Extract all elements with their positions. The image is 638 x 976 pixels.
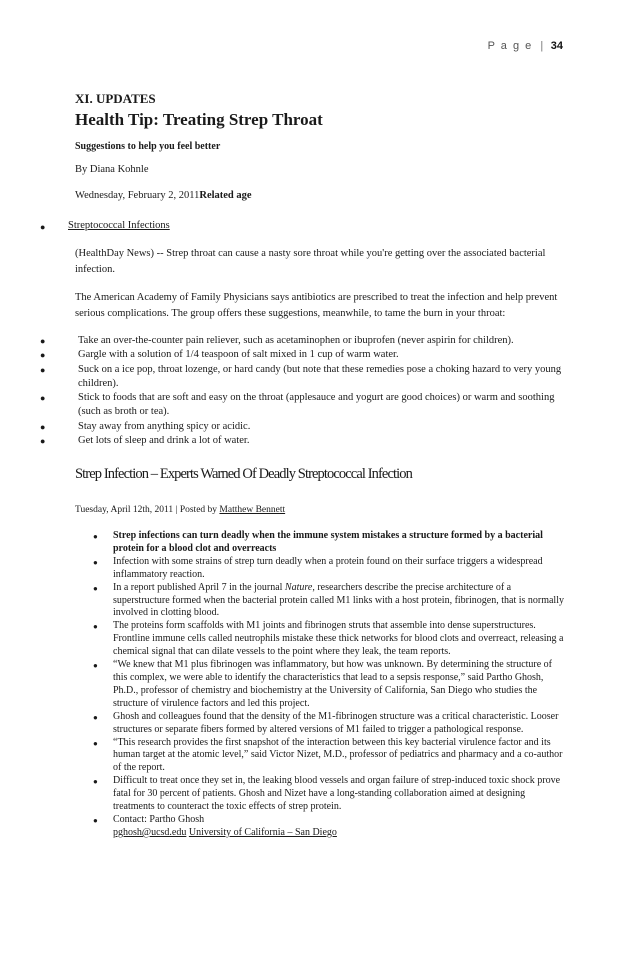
bullet-icon: ● — [93, 661, 98, 671]
related-link[interactable]: Streptococcal Infections — [68, 220, 170, 231]
contact-label: Contact: Partho Ghosh — [113, 813, 205, 825]
bullet-icon: ● — [40, 436, 46, 447]
list-item-text: Suck on a ice pop, throat lozenge, or hard candy (but note that these remedies pose a choking hazard to very young children). — [78, 363, 562, 389]
list-item-text: Stick to foods that are soft and easy on the throat (applesauce and yogurt are good choices) or warm and soothing (such as broth or tea). — [78, 392, 555, 418]
bullet-icon: ● — [40, 421, 46, 432]
bullet-icon: ● — [93, 777, 98, 787]
dateline — [75, 190, 252, 201]
list-item — [93, 659, 568, 711]
bullet-icon: ● — [93, 712, 98, 722]
page-separator: | — [540, 40, 544, 52]
article-title: Strep Infection – Experts Warned Of Deadly Streptococcal Infection — [75, 466, 412, 482]
tips-list — [40, 334, 570, 448]
paragraph: The American Academy of Family Physicians says antibiotics are prescribed to treat the infection and help prevent serious complications. The group offers these suggestions, meanwhile, to tame the burn in your throat: — [75, 292, 558, 319]
bullet-icon: ● — [40, 393, 46, 404]
list-item-text: “This research provides the first snapshot of the interaction between this key bacterial virulence factor and its human target at the atomic level,” said Victor Nizet, M.D., professor of pediatrics and pharmacy and a co-author of the report. — [113, 736, 563, 774]
list-item-text: Get lots of sleep and drink a lot of water. — [78, 435, 250, 447]
list-item-text: “We knew that M1 plus fibrinogen was inflammatory, but how was unknown. By determining the structure of this complex, we were able to identify the characteristics that lead to a sepsis response,” said Partho Ghosh, Ph.D., professor of chemistry and biochemistry at the University of California, San Diego who studies the structure of virulence factors and led this project. — [113, 659, 553, 709]
bullet-icon: ● — [93, 815, 98, 825]
list-item — [93, 711, 568, 737]
list-item — [93, 737, 568, 776]
list-item — [40, 434, 570, 448]
page-label: P a g e — [487, 40, 533, 52]
paragraph: (HealthDay News) -- Strep throat can cause a nasty sore throat while you're getting over the associated bacterial infection. — [75, 248, 546, 275]
bullet-icon: ● — [93, 738, 98, 748]
list-item-text: Difficult to treat once they set in, the leaking blood vessels and organ failure of strep-induced toxic shock prove fatal for 30 percent of patients. Ghosh and Nizet have a long-standing collaboration aimed at designing treatments to counteract the toxic effects of strep protein. — [113, 775, 561, 813]
list-item-text — [113, 582, 568, 621]
list-item-text: Ghosh and colleagues found that the density of the M1-fibrinogen structure was a critical characteristic. Looser structures or separate fibers formed by altered versions of M1 failed to trigger a pathological response. — [113, 710, 559, 735]
list-item-text: Gargle with a solution of 1/4 teaspoon of salt mixed in 1 cup of warm water. — [78, 349, 399, 361]
contact-email-link[interactable]: pghosh@ucsd.edu — [113, 826, 187, 838]
page-number: 34 — [550, 40, 563, 52]
posted-date: Tuesday, April 12th, 2011 | Posted by — [75, 505, 220, 515]
bullet-icon: ● — [40, 336, 46, 346]
list-item — [40, 391, 570, 420]
related-item — [40, 220, 170, 234]
related-label: Related age — [199, 190, 252, 201]
list-item-text: The proteins form scaffolds with M1 joints and fibrinogen struts that assemble into dense superstructures. Frontline immune cells called neutrophils mistake these thick networks for blood clots and overreact, releasing a chemical signal that can dilate vessels to the point where they leak, the team reports. — [113, 620, 564, 658]
bullet-icon: ● — [93, 532, 98, 541]
list-item — [93, 582, 568, 621]
journal-name: Nature — [284, 581, 313, 593]
posted-line — [75, 505, 285, 515]
list-item — [40, 334, 570, 348]
list-item-text: Infection with some strains of strep turn deadly when a protein found on their surface triggers a widespread inflammatory reaction. — [113, 555, 543, 580]
list-item — [40, 420, 570, 434]
article-date: Wednesday, February 2, 2011 — [75, 190, 200, 201]
list-item — [40, 363, 570, 392]
list-item — [93, 620, 568, 659]
bullet-icon: ● — [93, 622, 98, 632]
list-item-text: Stay away from anything spicy or acidic. — [78, 420, 251, 432]
author-link[interactable]: Matthew Bennett — [219, 505, 286, 515]
bullet-icon: ● — [40, 222, 46, 232]
list-item — [93, 775, 568, 814]
list-item-text: Strep infections can turn deadly when the immune system mistakes a structure formed by a bacterial protein for a blood clot and overreacts — [113, 530, 543, 554]
byline: By Diana Kohnle — [75, 164, 149, 175]
bullet-icon: ● — [40, 364, 46, 375]
bullet-icon: ● — [93, 583, 98, 593]
contact-block — [113, 814, 568, 840]
article-points-list — [93, 530, 568, 840]
section-heading: XI. UPDATES — [75, 91, 156, 106]
article-subtitle: Suggestions to help you feel better — [75, 141, 221, 152]
page-header — [488, 40, 563, 52]
institution-link[interactable]: University of California – San Diego — [188, 826, 337, 838]
list-item — [40, 348, 570, 362]
list-item — [93, 556, 568, 582]
contact-item — [93, 814, 568, 840]
text-fragment: , researchers describe the precise architecture of a superstructure formed when the bacterial protein called M1 links with a host protein, fibrinogen, that is normally involved in clotting blood. — [113, 581, 564, 619]
bullet-icon: ● — [40, 350, 46, 361]
list-item-text: Take an over-the-counter pain reliever, such as acetaminophen or ibuprofen (never aspirin for children). — [78, 335, 514, 346]
article-title: Health Tip: Treating Strep Throat — [75, 110, 323, 129]
text-fragment: In a report published April 7 in the journal — [113, 581, 285, 593]
bullet-icon: ● — [93, 557, 98, 567]
list-item — [93, 530, 568, 556]
